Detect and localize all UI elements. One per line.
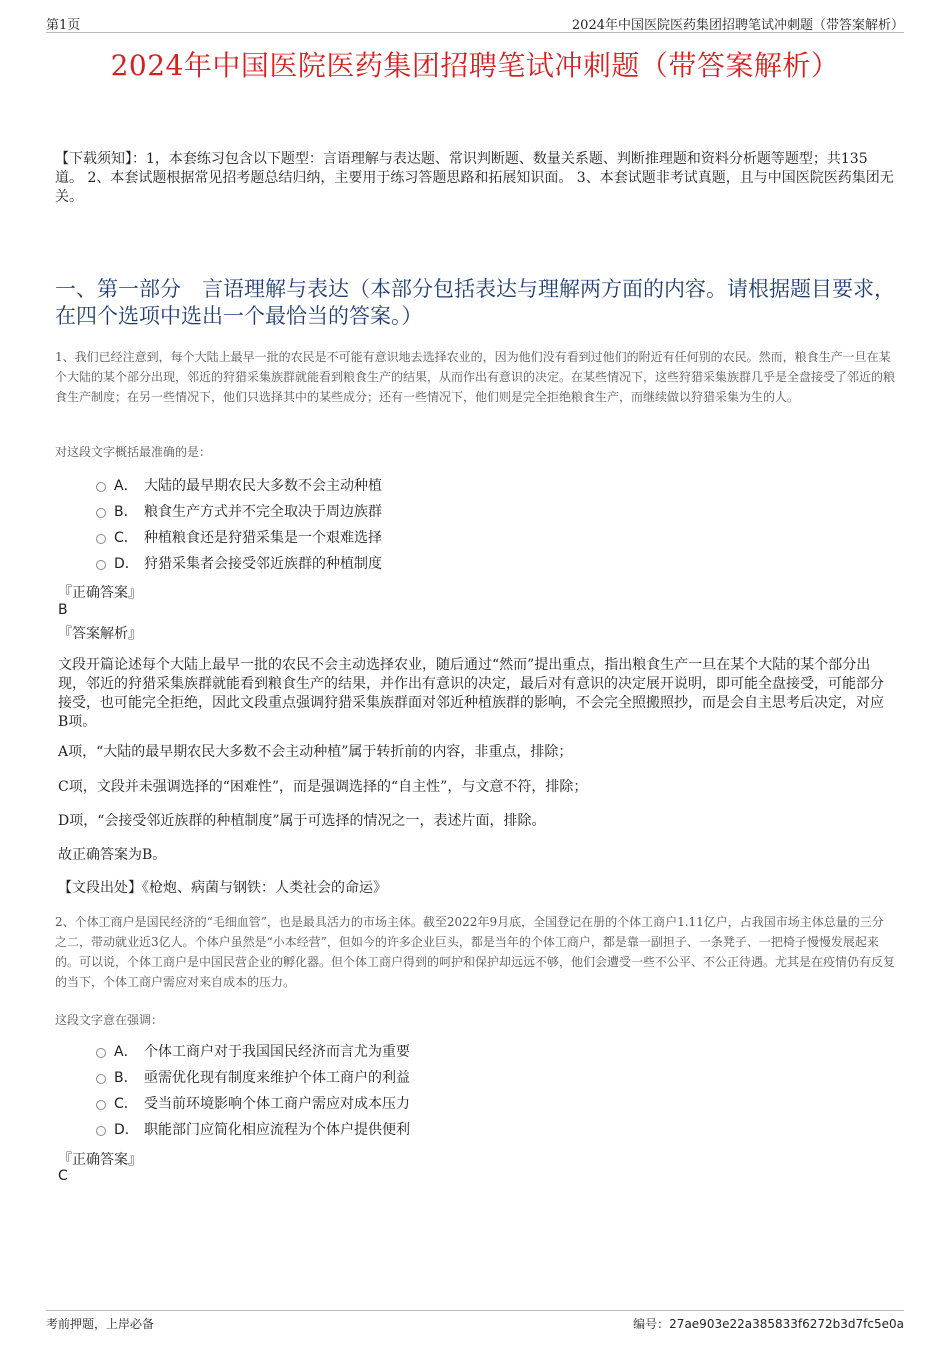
q1-option-b[interactable]: B． 粮食生产方式并不完全取决于周边族群 [96,502,382,522]
q1-answer: B [58,602,68,618]
footer-divider [46,1310,904,1311]
page-header [0,0,950,32]
q2-option-b[interactable]: B． 亟需优化现有制度来维护个体工商户的利益 [96,1068,410,1088]
q1-option-c-note: C项，文段并未强调选择的“困难性”，而是强调选择的“自主性”，与文意不符，排除； [58,779,588,795]
q1-option-a[interactable]: A． 大陆的最早期农民大多数不会主动种植 [96,476,382,496]
q1-conclusion: 故正确答案为B。 [58,847,167,863]
q2-option-c[interactable]: C． 受当前环境影响个体工商户需应对成本压力 [96,1094,410,1114]
question-2-text: 2、个体工商户是国民经济的“毛细血管”，也是最具活力的市场主体。截至2022年9月底，全国登记在册的个体工商户1.11亿户，占我国市场主体总量的三分之二，带动就业近3亿人。个体户虽然是“小本经营”，但如今的许多企业巨头，都是当年的个体工商户，都是靠一副担子、一条凳子、一把椅子慢慢发展起来的。可以说，个体工商户是中国民营企业的孵化器。但个体工商户得到的呵护和保护却远远不够，他们会遭受一些不公平、不公正待遇。尤其是在疫情仍有反复的当下，个体工商户需应对来自成本的压力。 [55,915,896,989]
radio-icon[interactable] [96,560,106,570]
page-title: 2024年中国医院医药集团招聘笔试冲刺题（带答案解析） [110,49,840,82]
radio-icon[interactable] [96,1074,106,1084]
page-number: 第1页 [46,18,81,33]
q2-answer-label: 『正确答案』 [58,1152,142,1168]
q1-source: 【文段出处】《枪炮、病菌与钢铁：人类社会的命运》 [58,880,387,896]
question-1-text: 1、我们已经注意到，每个大陆上最早一批的农民是不可能有意识地去选择农业的，因为他们没有看到过他们的附近有任何别的农民。然而，粮食生产一旦在某个大陆的某个部分出现，邻近的狩猎采集族群就能看到粮食生产的结果，从而作出有意识的决定。在某些情况下，这些狩猎采集族群几乎是全盘接受了邻近的粮食生产制度；在另一些情况下，他们只选择其中的某些成分；还有一些情况下，他们则是完全拒绝粮食生产，而继续做以狩猎采集为生的人。 [55,350,896,404]
section-heading: 一、第一部分 言语理解与表达（本部分包括表达与理解两方面的内容。请根据题目要求，在四个选项中选出一个最恰当的答案。） [55,277,895,328]
header-doc-title: 2024年中国医院医药集团招聘笔试冲刺题（带答案解析） [571,18,904,33]
q2-answer: C [58,1168,68,1184]
radio-icon[interactable] [96,508,106,518]
q2-option-d[interactable]: D． 职能部门应简化相应流程为个体户提供便利 [96,1120,410,1140]
q1-analysis: 文段开篇论述每个大陆上最早一批的农民不会主动选择农业，随后通过“然而”提出重点，指出粮食生产一旦在某个大陆的某个部分出现，邻近的狩猎采集族群就能看到粮食生产的结果，并作出有意识的决定，最后对有意识的决定展开说明，即可能全盘接受，可能部分接受，也可能完全拒绝，因此文段重点强调狩猎采集族群面对邻近种植族群的影响，不会完全照搬照抄，而是会自主思考后决定，对应B项。 [58,657,884,730]
header-divider [46,32,904,33]
footer-code: 编号：27ae903e22a385833f6272b3d7fc5e0a [633,1317,904,1331]
q1-option-d[interactable]: D． 狩猎采集者会接受邻近族群的种植制度 [96,554,382,574]
radio-icon[interactable] [96,1126,106,1136]
download-notice: 【下载须知】：1，本套练习包含以下题型：言语理解与表达题、常识判断题、数量关系题、判断推理题和资料分析题等题型；共135道。 2、本套试题根据常见招考题总结归纳，主要用于练习答题思路和拓展知识面。 3、本套试题非考试真题，且与中国医院医药集团无关。 [55,151,894,205]
radio-icon[interactable] [96,534,106,544]
q1-option-d-note: D项，“会接受邻近族群的种植制度”属于可选择的情况之一，表述片面，排除。 [58,813,546,829]
question-2-prompt: 这段文字意在强调： [55,1013,164,1027]
footer-slogan: 考前押题，上岸必备 [46,1317,155,1331]
q1-analysis-label: 『答案解析』 [58,626,142,642]
radio-icon[interactable] [96,482,106,492]
q1-option-a-note: A项，“大陆的最早期农民大多数不会主动种植”属于转折前的内容，非重点，排除； [58,744,573,760]
question-1-prompt: 对这段文字概括最准确的是： [55,445,212,459]
q1-answer-label: 『正确答案』 [58,585,142,601]
radio-icon[interactable] [96,1100,106,1110]
q1-option-c[interactable]: C． 种植粮食还是狩猎采集是一个艰难选择 [96,528,382,548]
q2-option-a[interactable]: A． 个体工商户对于我国国民经济而言尤为重要 [96,1042,410,1062]
radio-icon[interactable] [96,1048,106,1058]
